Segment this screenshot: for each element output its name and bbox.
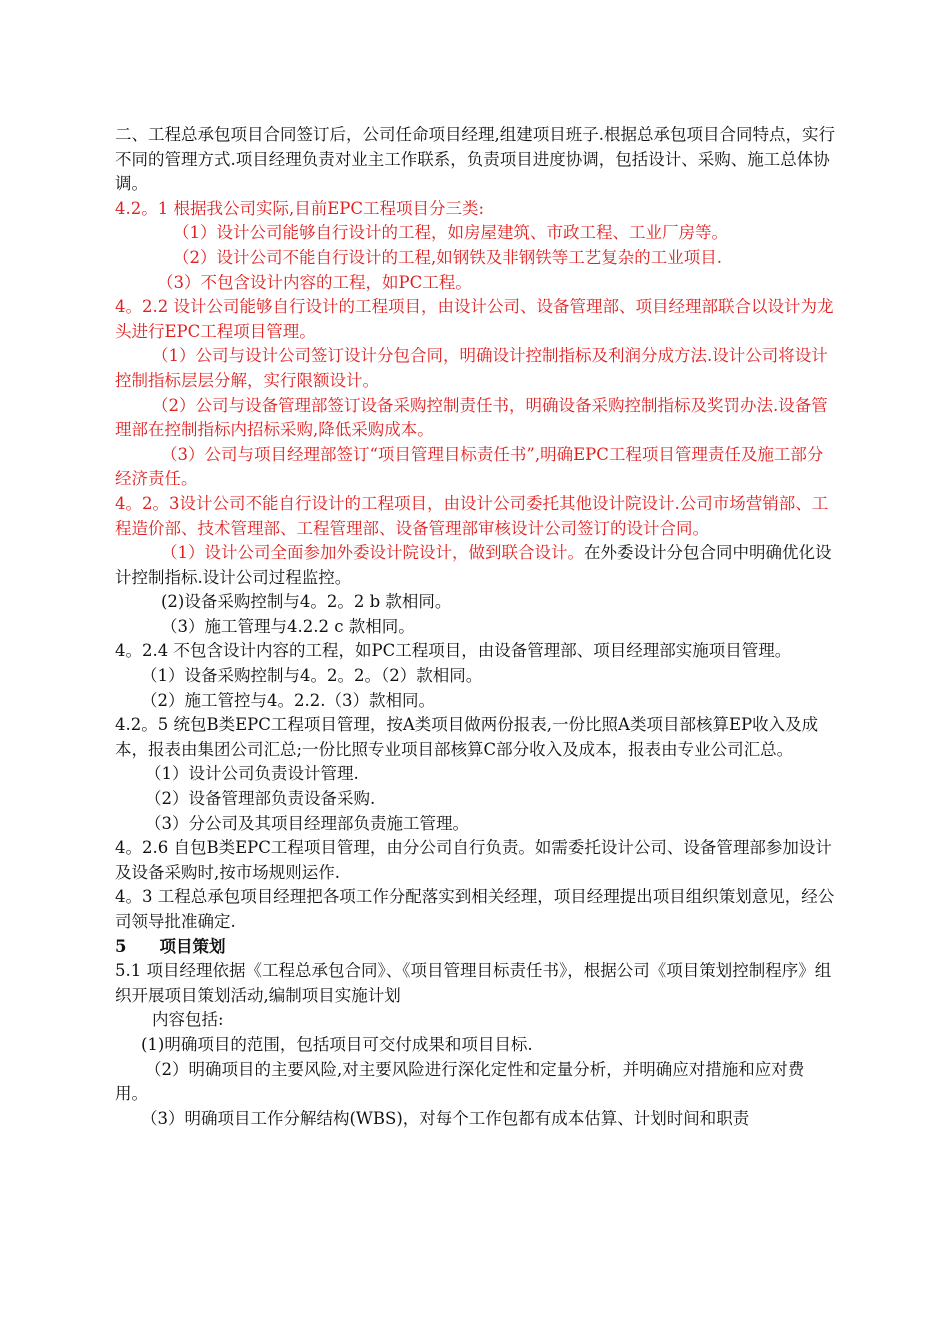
document-page: [115, 123, 837, 1131]
list-item-4-2-5-2: （2）设备管理部负责设备采购.: [145, 789, 376, 809]
list-item-class-2: （2）设计公司不能自行设计的工程,如钢铁及非钢铁等工艺复杂的工业项目.: [173, 247, 722, 267]
list-item-class-1: （1）设计公司能够自行设计的工程，如房屋建筑、市政工程、工业厂房等。: [173, 223, 728, 243]
list-item-4-2-5-1: （1）设计公司负责设计管理.: [145, 764, 359, 784]
section-5-heading: 5 项目策划: [115, 936, 226, 956]
section-4-2-5-paragraph: 4.2。5 统包B类EPC工程项目管理，按A类项目做两份报表,一份比照A类项目部核算EP收入及成本，报表由集团公司汇总;一份比照专业项目部核算C部分收入及成本，报表由专业公司汇总。: [115, 715, 819, 759]
list-item-4-2-3-1: [115, 541, 837, 590]
list-item-4-2-5-3: （3）分公司及其项目经理部负责施工管理。: [145, 813, 469, 833]
list-item-4-2-2-2: （2）公司与设备管理部签订设备采购控制责任书，明确设备采购控制指标及奖罚办法.设备管理部在控制指标内招标采购,降低采购成本。: [115, 395, 828, 440]
section-5-1-paragraph: 5.1 项目经理依据《工程总承包合同》、《项目管理目标责任书》，根据公司《项目策划控制程序》组织开展项目策划活动,编制项目实施计划: [115, 961, 832, 1005]
list-item-4-2-2-3: （3）公司与项目经理部签订“项目管理目标责任书”,明确EPC工程项目管理责任及施工部分经济责任。: [115, 444, 824, 489]
list-item-4-2-3-3: （3）施工管理与4.2.2 c 款相同。: [161, 616, 415, 636]
list-item-4-2-3-2: (2)设备采购控制与4。2。2 b 款相同。: [161, 592, 452, 612]
section-4-2-2-paragraph: 4。2.2 设计公司能够自行设计的工程项目，由设计公司、设备管理部、项目经理部联合以设计为龙头进行EPC工程项目管理。: [115, 297, 834, 341]
section-4-3-paragraph: 4。3 工程总承包项目经理把各项工作分配落实到相关经理，项目经理提出项目组织策划意见，经公司领导批准确定.: [115, 887, 835, 931]
paragraph-contract-signing: 二、工程总承包项目合同签订后，公司任命项目经理,组建项目班子.根据总承包项目合同特点，实行不同的管理方式.项目经理负责对业主工作联系，负责项目进度协调，包括设计、采购、施工总体协调。: [115, 125, 835, 194]
list-item-4-2-2-1: （1）公司与设计公司签订设计分包合同，明确设计控制指标及利润分成方法.设计公司将设计控制指标层层分解，实行限额设计。: [115, 346, 828, 390]
list-item-5-1-3: （3）明确项目工作分解结构(WBS)，对每个工作包都有成本估算、计划时间和职责: [141, 1108, 750, 1128]
list-item-5-1-2: （2）明确项目的主要风险,对主要风险进行深化定性和定量分析，并明确应对措施和应对费用。: [115, 1059, 805, 1104]
section-4-2-6-paragraph: 4。2.6 自包B类EPC工程项目管理，由分公司自行负责。如需委托设计公司、设备管理部参加设计及设备采购时,按市场规则运作.: [115, 838, 832, 882]
list-item-4-2-3-1-red-text: （1）设计公司全面参加外委设计院设计，做到联合设计。: [161, 543, 584, 563]
list-item-4-2-4-2: （2）施工管控与4。2.2.（3）款相同。: [141, 690, 435, 710]
section-4-2-3-paragraph: 4。2。3设计公司不能自行设计的工程项目，由设计公司委托其他设计院设计.公司市场营销部、工程造价部、技术管理部、工程管理部、设备管理部审核设计公司签订的设计合同。: [115, 493, 829, 538]
list-item-5-1-1: (1)明确项目的范围，包括项目可交付成果和项目目标.: [141, 1034, 533, 1054]
section-4-2-1-heading: 4.2。1 根据我公司实际,目前EPC工程项目分三类:: [115, 198, 485, 218]
list-item-4-2-4-1: （1）设备采购控制与4。2。2。（2）款相同。: [141, 666, 483, 686]
list-item-4-2-3-1-black-text: 在外委设计分包合同中明确优化设计控制指标.设计公司过程监控。: [115, 543, 832, 587]
content-includes-label: 内容包括:: [152, 1010, 224, 1030]
list-item-class-3: （3）不包含设计内容的工程，如PC工程。: [157, 272, 472, 292]
section-4-2-4-paragraph: 4。2.4 不包含设计内容的工程，如PC工程项目，由设备管理部、项目经理部实施项目管理。: [115, 641, 792, 661]
